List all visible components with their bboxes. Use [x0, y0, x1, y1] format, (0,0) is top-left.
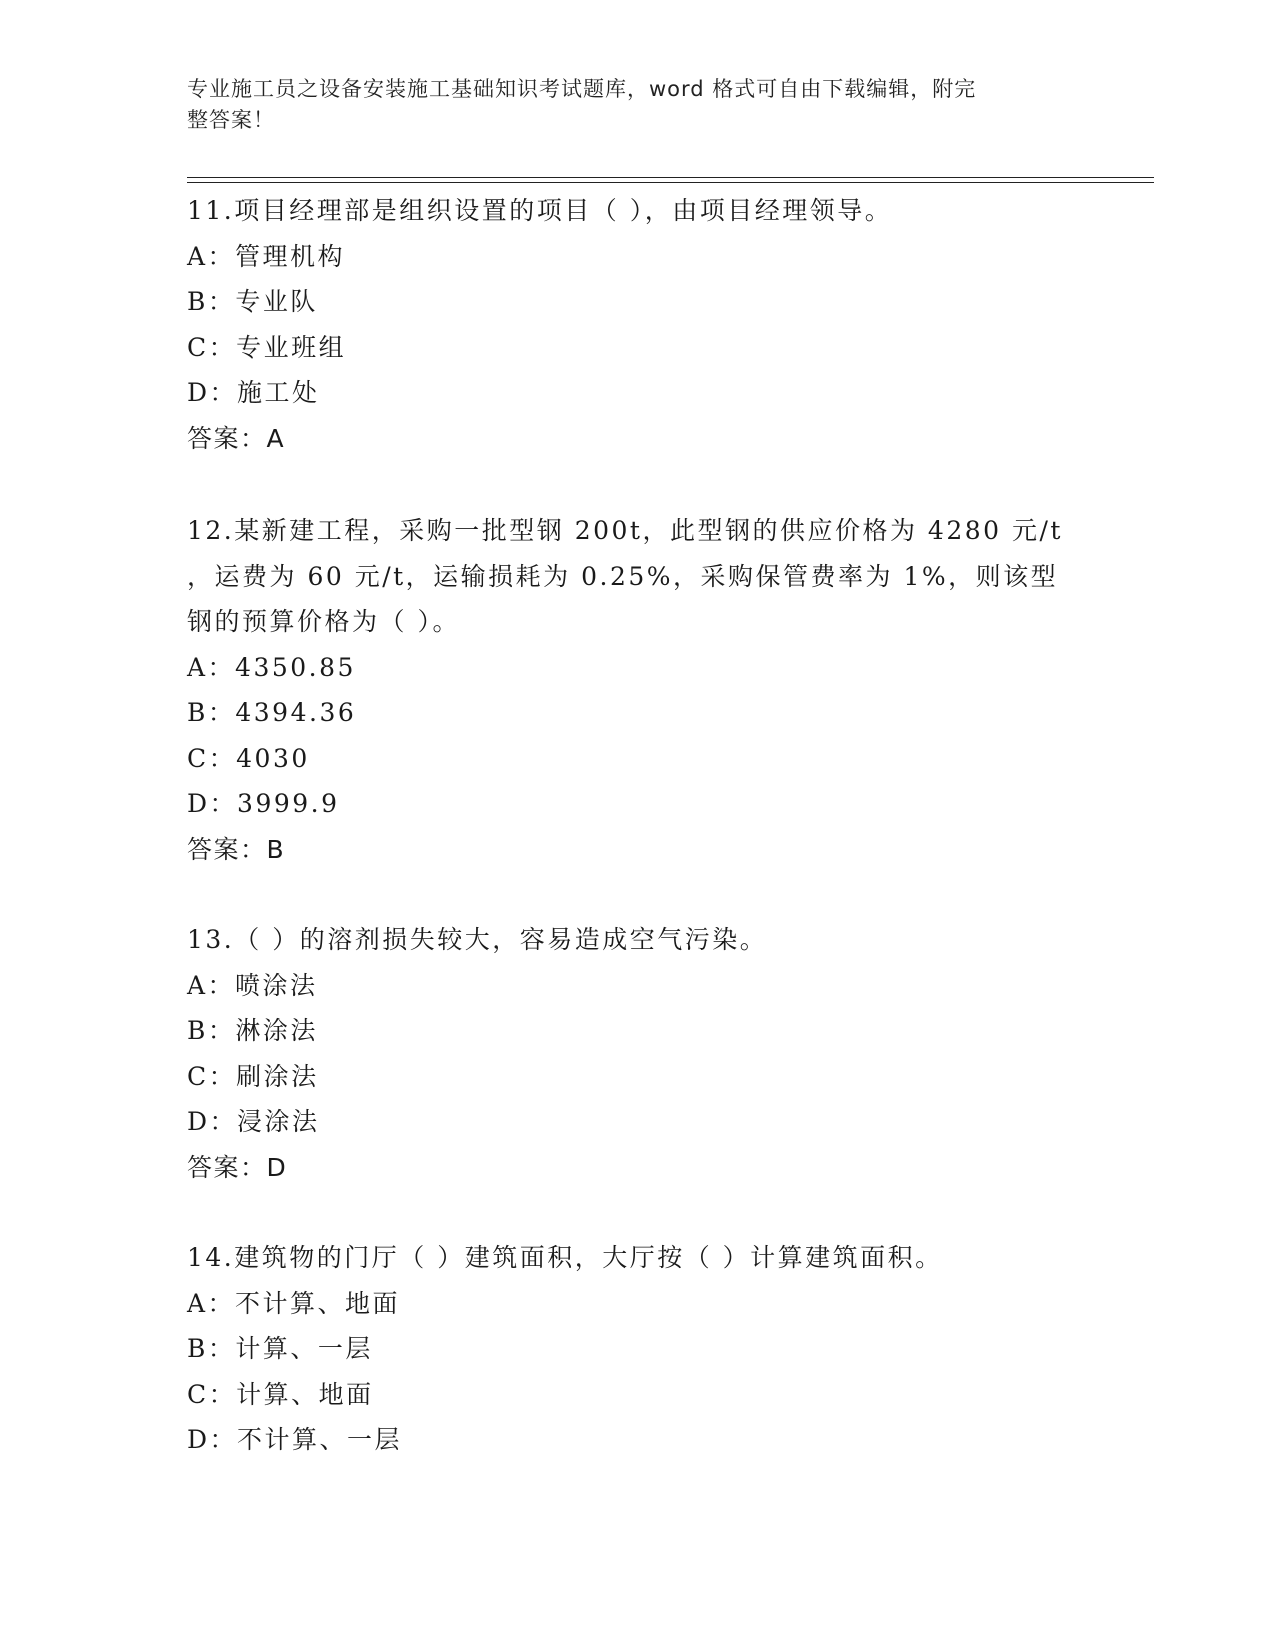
- option-b: B：4394.36: [187, 698, 357, 727]
- header-divider: [187, 182, 1154, 183]
- header-divider: [187, 177, 1154, 178]
- question-stem: ，运费为 60 元/t，运输损耗为 0.25%，采购保管费率为 1%，则该型: [187, 561, 1059, 591]
- option-c: C：4030: [187, 743, 310, 773]
- header-line: 专业施工员之设备安装施工基础知识考试题库，word 格式可自由下载编辑，附完: [187, 77, 977, 101]
- option-a: A：不计算、地面: [187, 1288, 401, 1318]
- option-d: D：3999.9: [187, 789, 340, 818]
- option-a: A：喷涂法: [187, 970, 318, 1000]
- option-b: B：计算、一层: [187, 1334, 373, 1363]
- question-12: [187, 508, 1087, 872]
- answer: 答案：A: [187, 423, 286, 453]
- option-a: A：4350.85: [187, 652, 356, 682]
- document-header: [187, 74, 1067, 136]
- option-c: C：专业班组: [187, 332, 347, 362]
- question-14: [187, 1235, 1087, 1463]
- question-stem: 14.建筑物的门厅（ ）建筑面积，大厅按（ ）计算建筑面积。: [187, 1243, 943, 1272]
- option-b: B：专业队: [187, 287, 318, 316]
- option-c: C：刷涂法: [187, 1061, 319, 1091]
- question-stem: 13.（ ）的溶剂损失较大，容易造成空气污染。: [187, 925, 768, 954]
- header-line: 整答案！: [187, 108, 275, 132]
- answer: 答案：B: [187, 834, 286, 864]
- question-stem: 12.某新建工程，采购一批型钢 200t，此型钢的供应价格为 4280 元/t: [187, 516, 1063, 545]
- option-c: C：计算、地面: [187, 1379, 374, 1409]
- option-b: B：淋涂法: [187, 1016, 318, 1045]
- option-a: A：管理机构: [187, 241, 346, 271]
- question-11: [187, 188, 1087, 461]
- question-13: [187, 917, 1087, 1190]
- option-d: D：不计算、一层: [187, 1425, 403, 1454]
- answer: 答案：D: [187, 1152, 288, 1182]
- option-d: D：施工处: [187, 378, 320, 407]
- question-stem: 11.项目经理部是组织设置的项目（ ），由项目经理领导。: [187, 196, 893, 225]
- option-d: D：浸涂法: [187, 1107, 320, 1136]
- question-stem: 钢的预算价格为（ ）。: [187, 607, 460, 636]
